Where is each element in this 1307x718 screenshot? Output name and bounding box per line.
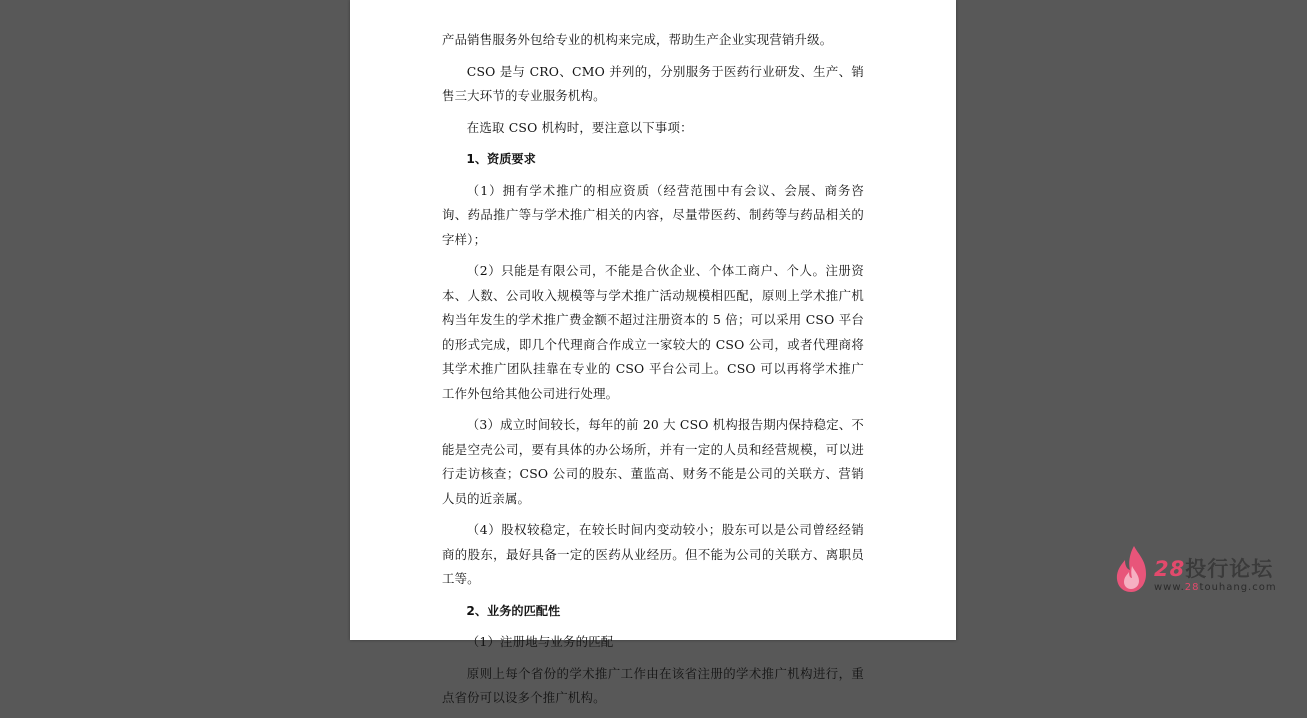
watermark-title xyxy=(1154,553,1273,583)
section-heading: 2、业务的匹配性 xyxy=(466,603,561,618)
watermark-url xyxy=(1154,582,1277,593)
flame-icon xyxy=(1112,544,1152,594)
page-content xyxy=(442,28,864,718)
watermark-url-suffix: touhang.com xyxy=(1199,582,1277,593)
paragraph: 产品销售服务外包给专业的机构来完成，帮助生产企业实现营销升级。 xyxy=(442,32,833,47)
paragraph: 在选取 CSO 机构时，要注意以下事项： xyxy=(466,119,693,135)
watermark-logo xyxy=(1110,544,1300,604)
section-heading: 1、资质要求 xyxy=(466,152,536,166)
paragraph: CSO 是与 CRO、CMO 并列的，分别服务于医药行业研发、生产、销售三大环节的专业服务机构。 xyxy=(442,63,864,103)
paragraph: （3）成立时间较长，每年的前 20 大 CSO 机构报告期内保持稳定、不能是空壳公司，要有具体的办公场所，并有一定的人员和经营规模，可以进行走访核查；CSO 公司的股东、董监高、财务不能是公司的关联方、营销人员的近亲属。 xyxy=(442,417,864,506)
paragraph: （1）注册地与业务的匹配 xyxy=(466,634,614,649)
document-page xyxy=(350,0,956,705)
paragraph: （1）拥有学术推广的相应资质（经营范围中有会议、会展、商务咨询、药品推广等与学术推广相关的内容，尽量带医药、制药等与药品相关的字样）； xyxy=(442,182,864,247)
watermark-url-prefix: www. xyxy=(1154,582,1185,593)
paragraph: （2）只能是有限公司，不能是合伙企业、个体工商户、个人。注册资本、人数、公司收入规模等与学术推广活动规模相匹配，原则上学术推广机构当年发生的学术推广费金额不超过注册资本的 5 倍；可以采用 CSO 平台的形式完成，即几个代理商合作成立一家较大的 CSO 公司，或者代理商将其学术推广团队挂靠在专业的 CSO 平台公司上。CSO 可以再将学术推广工作外包给其他公司进行处理。 xyxy=(442,263,864,401)
paragraph: 原则上每个省份的学术推广工作由在该省注册的学术推广机构进行，重点省份可以设多个推广机构。 xyxy=(442,665,864,705)
watermark-name: 投行论坛 xyxy=(1185,557,1274,581)
watermark-url-highlight: 28 xyxy=(1184,582,1200,593)
watermark-number: 28 xyxy=(1154,557,1186,581)
paragraph: （4）股权较稳定，在较长时间内变动较小；股东可以是公司曾经经销商的股东，最好具备一定的医药从业经历。但不能为公司的关联方、离职员工等。 xyxy=(442,522,864,586)
